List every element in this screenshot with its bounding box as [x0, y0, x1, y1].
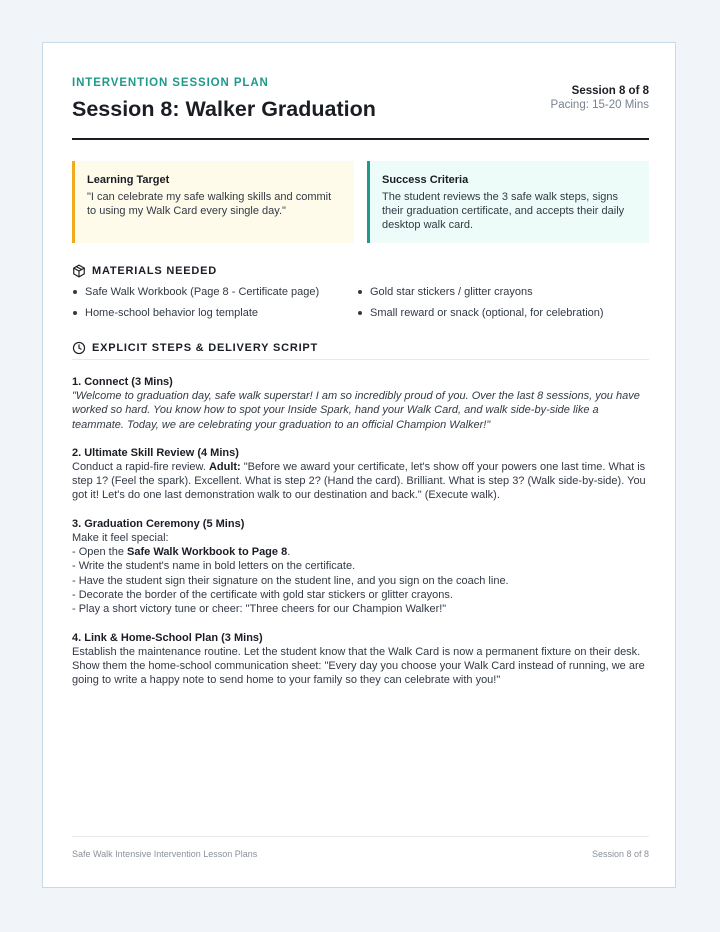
steps-heading-label: EXPLICIT STEPS & DELIVERY SCRIPT: [92, 342, 319, 354]
speaker-label: Adult:: [208, 460, 241, 473]
success-criteria-heading: Success Criteria: [382, 174, 469, 186]
review-script: "Before we award your certificate, let's show off your powers one last time. What is step 1? (Feel the spark). Excellent. What is step 2? (Hand the card). Brilliant. What is step 3? (Walk side-by-side). You got it! Let's do one last demonstration walk to our destination and back." (Execute walk).: [72, 460, 646, 502]
materials-heading-label: MATERIALS NEEDED: [92, 265, 218, 277]
footer-title: Safe Walk Intensive Intervention Lesson Plans: [72, 849, 258, 859]
ceremony-line: - Play a short victory tune or cheer: "Three cheers for our Champion Walker!": [72, 603, 447, 616]
footer-divider: [72, 836, 649, 837]
session-meta: [551, 84, 649, 112]
footer-page-number: Session 8 of 8: [591, 849, 649, 859]
steps-heading: [72, 341, 318, 355]
learning-target-heading: Learning Target: [87, 174, 170, 186]
ceremony-line: [72, 545, 649, 559]
lesson-plan-page: [42, 42, 676, 888]
learning-target-box: [72, 161, 354, 243]
success-criteria-text: The student reviews the 3 safe walk steps, signs their graduation certificate, and accepts their daily desktop walk card.: [382, 191, 625, 231]
clock-icon: [72, 341, 86, 355]
step-script: [72, 460, 649, 503]
list-item: Gold star stickers / glitter crayons: [357, 285, 533, 299]
session-number: Session 8 of 8: [571, 85, 649, 97]
list-item: Home-school behavior log template: [72, 306, 258, 320]
header-divider: [72, 138, 649, 140]
page-title: Session 8: Walker Graduation: [72, 97, 376, 121]
step-skill-review: [72, 446, 649, 503]
success-criteria-box: [367, 161, 649, 243]
review-intro: Conduct a rapid-fire review.: [72, 460, 209, 473]
step-title: 4. Link & Home-School Plan (3 Mins): [72, 631, 263, 644]
step-script: "Welcome to graduation day, safe walk superstar! I am so incredibly proud of you. Over the last 8 sessions, you have worked so hard. You know how to spot your Inside Spark, hand your Walk Card, and walk side-by-side like a teammate. Today, we are celebrating your graduation to an official Champion Walker!": [72, 390, 640, 431]
ceremony-intro: Make it feel special:: [72, 531, 169, 544]
step-graduation-ceremony: [72, 517, 649, 617]
steps-divider: [72, 359, 649, 360]
step-title: 1. Connect (3 Mins): [72, 376, 173, 388]
step-script: Establish the maintenance routine. Let the student know that the Walk Card is now a permanent fixture on their desk. Show them the home-school communication sheet: "Every day you choose your Walk Card instead of running, we are going to write a happy note to send home to your family so they can celebrate with you!": [72, 645, 645, 687]
pacing-label: Pacing: 15-20 Mins: [550, 99, 649, 111]
list-item: Safe Walk Workbook (Page 8 - Certificate page): [72, 285, 319, 299]
ceremony-line: - Have the student sign their signature on the student line, and you sign on the coach line.: [72, 574, 509, 587]
plan-kicker: INTERVENTION SESSION PLAN: [72, 77, 269, 89]
box-icon: [72, 264, 86, 278]
step-script: [72, 531, 649, 617]
step-title: 2. Ultimate Skill Review (4 Mins): [72, 446, 239, 459]
ceremony-line: - Decorate the border of the certificate with gold star stickers or glitter crayons.: [72, 588, 453, 601]
delivery-steps: [72, 375, 649, 701]
workbook-page-ref: Safe Walk Workbook to Page 8: [127, 546, 288, 559]
learning-target-text: "I can celebrate my safe walking skills and commit to using my Walk Card every single day.": [87, 191, 332, 217]
materials-heading: [72, 264, 217, 278]
ceremony-open-suffix: .: [287, 546, 291, 559]
ceremony-line: - Write the student's name in bold letters on the certificate.: [72, 560, 356, 573]
step-home-school-plan: [72, 631, 649, 688]
materials-list: [72, 285, 649, 329]
list-item: Small reward or snack (optional, for celebration): [357, 306, 604, 320]
ceremony-open-prefix: - Open the: [72, 546, 128, 559]
step-connect: [72, 375, 649, 432]
step-title: 3. Graduation Ceremony (5 Mins): [72, 517, 245, 530]
